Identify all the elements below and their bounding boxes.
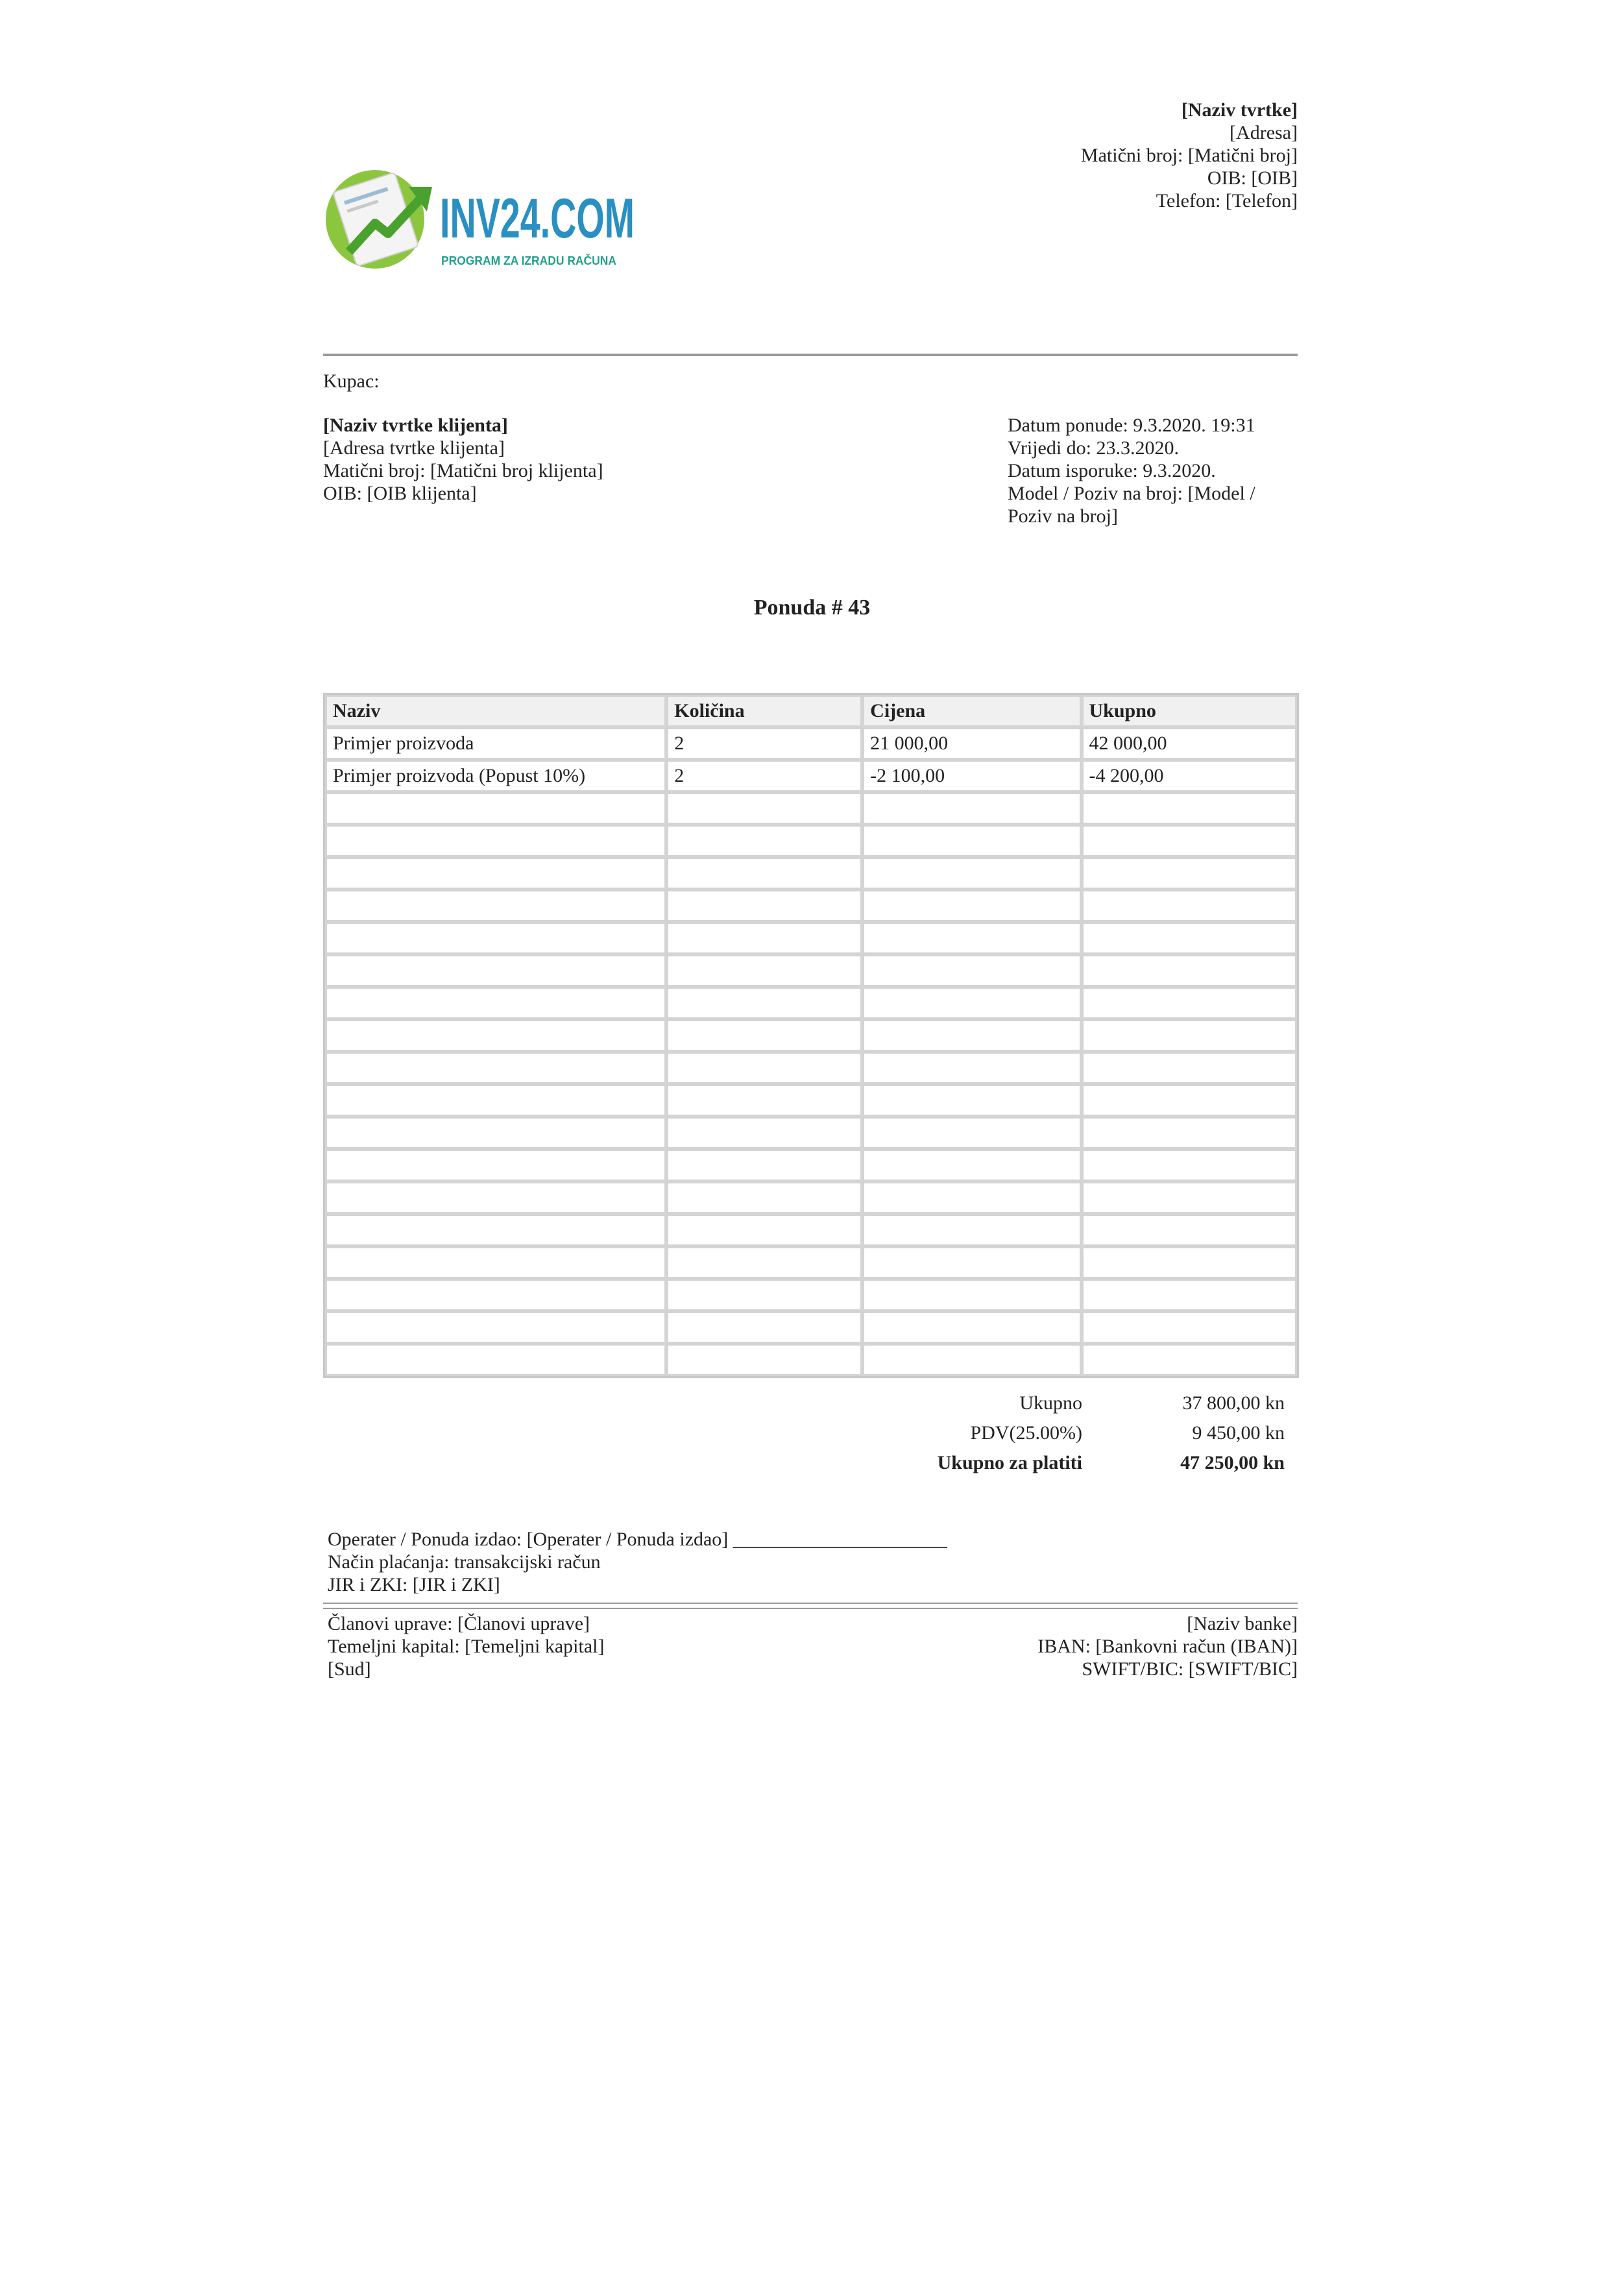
total-value: 47 250,00 kn	[1180, 1452, 1285, 1473]
table-cell-empty	[666, 954, 862, 987]
table-row-empty	[325, 1084, 1297, 1117]
table-cell-empty	[666, 1246, 862, 1279]
table-row-empty	[325, 954, 1297, 987]
table-row-empty	[325, 1019, 1297, 1052]
table-cell-empty	[1082, 922, 1297, 954]
table-cell-empty	[666, 1019, 862, 1052]
table-cell-empty	[325, 1311, 666, 1344]
vat-row	[843, 1418, 1285, 1448]
offer-valid-until: Vrijedi do: 23.3.2020.	[1008, 437, 1180, 459]
bank-swift: SWIFT/BIC: [SWIFT/BIC]	[1082, 1658, 1298, 1680]
table-cell-empty	[325, 1052, 666, 1084]
jir-zki: JIR i ZKI: [JIR i ZKI]	[328, 1574, 500, 1595]
table-cell-empty	[1082, 1019, 1297, 1052]
total-row	[843, 1448, 1285, 1478]
table-cell-empty	[1082, 1311, 1297, 1344]
table-cell-empty	[325, 1246, 666, 1279]
table-row-empty	[325, 987, 1297, 1019]
table-header-row	[325, 695, 1297, 727]
vat-label: PDV(25.00%)	[970, 1422, 1082, 1444]
table-cell-empty	[666, 1214, 862, 1246]
table-cell-empty	[1082, 954, 1297, 987]
share-capital: Temeljni kapital: [Temeljni kapital]	[328, 1636, 605, 1657]
table-cell-empty	[325, 1181, 666, 1214]
bank-name: [Naziv banke]	[1187, 1613, 1298, 1634]
subtotal-row	[843, 1388, 1285, 1418]
company-phone: Telefon: [Telefon]	[1156, 190, 1298, 212]
document-title: Ponuda # 43	[753, 596, 871, 620]
table-cell-empty	[666, 825, 862, 857]
header-cijena: Cijena	[862, 695, 1081, 727]
table-row-empty	[325, 792, 1297, 825]
table-cell-empty	[1082, 1246, 1297, 1279]
cell-quantity: 2	[666, 727, 862, 760]
table-row-empty	[325, 1246, 1297, 1279]
table-cell-empty	[1082, 825, 1297, 857]
table-cell-empty	[325, 1149, 666, 1181]
header-ukupno: Ukupno	[1082, 695, 1297, 727]
table-row-empty	[325, 1052, 1297, 1084]
table-cell-empty	[325, 1279, 666, 1311]
company-info	[843, 99, 1298, 212]
table-row-empty	[325, 922, 1297, 954]
cell-price: -2 100,00	[862, 760, 1081, 792]
table-cell-empty	[325, 825, 666, 857]
table-row-empty	[325, 825, 1297, 857]
table-cell-empty	[862, 987, 1081, 1019]
table-cell-empty	[862, 1311, 1081, 1344]
court: [Sud]	[328, 1658, 371, 1680]
company-name: [Naziv tvrtke]	[1181, 99, 1298, 121]
table-cell-empty	[1082, 1214, 1297, 1246]
table-row-empty	[325, 890, 1297, 922]
logo	[323, 161, 648, 278]
table-cell-empty	[1082, 1344, 1297, 1376]
client-oib: OIB: [OIB klijenta]	[323, 483, 477, 504]
totals	[843, 1388, 1285, 1478]
table-cell-empty	[862, 857, 1081, 890]
subtotal-value: 37 800,00 kn	[1182, 1392, 1285, 1414]
cell-quantity: 2	[666, 760, 862, 792]
table-row-empty	[325, 1117, 1297, 1149]
cell-price: 21 000,00	[862, 727, 1081, 760]
offer-delivery-date: Datum isporuke: 9.3.2020.	[1008, 460, 1216, 481]
bank-info	[973, 1612, 1298, 1680]
table-row-empty	[325, 1181, 1297, 1214]
table-cell-empty	[325, 1344, 666, 1376]
table-cell-empty	[666, 1181, 862, 1214]
logo-mark-icon	[323, 161, 648, 278]
table-cell-empty	[1082, 1084, 1297, 1117]
table-cell-empty	[325, 1117, 666, 1149]
table-cell-empty	[862, 1117, 1081, 1149]
table-row-empty	[325, 1279, 1297, 1311]
logo-tagline: PROGRAM ZA IZRADU RAČUNA	[441, 254, 622, 267]
table-cell-empty	[862, 1214, 1081, 1246]
table-cell-empty	[666, 792, 862, 825]
table-cell-empty	[666, 922, 862, 954]
table-cell-empty	[862, 954, 1081, 987]
table-cell-empty	[862, 1019, 1081, 1052]
cell-total: -4 200,00	[1082, 760, 1297, 792]
client-registration: Matični broj: [Matični broj klijenta]	[323, 460, 603, 481]
table-cell-empty	[325, 792, 666, 825]
table-cell-empty	[1082, 987, 1297, 1019]
total-label: Ukupno za platiti	[937, 1452, 1082, 1473]
table-cell-empty	[325, 954, 666, 987]
table-cell-empty	[666, 890, 862, 922]
table-cell-empty	[325, 1214, 666, 1246]
table-cell-empty	[862, 825, 1081, 857]
table-cell-empty	[862, 890, 1081, 922]
table-body	[325, 727, 1297, 1376]
table-cell-empty	[1082, 1117, 1297, 1149]
table-cell-empty	[666, 857, 862, 890]
table-cell-empty	[666, 987, 862, 1019]
bank-iban: IBAN: [Bankovni račun (IBAN)]	[1037, 1636, 1298, 1657]
table-row	[325, 760, 1297, 792]
table-cell-empty	[666, 1117, 862, 1149]
table-cell-empty	[862, 1344, 1081, 1376]
board-members: Članovi uprave: [Članovi uprave]	[328, 1613, 590, 1634]
company-address: [Adresa]	[1230, 122, 1298, 143]
table-row-empty	[325, 1344, 1297, 1376]
table-cell-empty	[1082, 1181, 1297, 1214]
table-cell-empty	[862, 1052, 1081, 1084]
offer-meta	[1008, 414, 1300, 527]
legal-info	[328, 1612, 605, 1680]
footer-info	[328, 1528, 947, 1596]
cell-name: Primjer proizvoda	[325, 727, 666, 760]
items-table	[323, 693, 1299, 1378]
table-cell-empty	[862, 792, 1081, 825]
table-cell-empty	[862, 1279, 1081, 1311]
table-cell-empty	[325, 857, 666, 890]
header-divider	[323, 354, 1298, 356]
table-cell-empty	[862, 1246, 1081, 1279]
cell-total: 42 000,00	[1082, 727, 1297, 760]
cell-name: Primjer proizvoda (Popust 10%)	[325, 760, 666, 792]
vat-value: 9 450,00 kn	[1192, 1422, 1285, 1444]
table-cell-empty	[1082, 1279, 1297, 1311]
offer-model-reference: Model / Poziv na broj: [Model / Poziv na broj]	[1008, 483, 1255, 527]
table-cell-empty	[666, 1311, 862, 1344]
table-cell-empty	[666, 1052, 862, 1084]
client-info	[323, 414, 603, 505]
table-row-empty	[325, 1214, 1297, 1246]
client-name: [Naziv tvrtke klijenta]	[323, 415, 508, 436]
table-row	[325, 727, 1297, 760]
table-cell-empty	[1082, 1052, 1297, 1084]
table-cell-empty	[1082, 857, 1297, 890]
table-cell-empty	[1082, 792, 1297, 825]
header-kolicina: Količina	[666, 695, 862, 727]
table-cell-empty	[325, 1084, 666, 1117]
table-cell-empty	[325, 1019, 666, 1052]
table-cell-empty	[1082, 890, 1297, 922]
table-row-empty	[325, 857, 1297, 890]
client-address: [Adresa tvrtke klijenta]	[323, 437, 505, 459]
table-cell-empty	[666, 1084, 862, 1117]
payment-method: Način plaćanja: transakcijski račun	[328, 1551, 601, 1573]
table-cell-empty	[666, 1149, 862, 1181]
header-naziv: Naziv	[325, 695, 666, 727]
table-cell-empty	[666, 1344, 862, 1376]
table-cell-empty	[325, 922, 666, 954]
table-cell-empty	[862, 1149, 1081, 1181]
table-cell-empty	[666, 1279, 862, 1311]
table-cell-empty	[862, 922, 1081, 954]
table-row-empty	[325, 1311, 1297, 1344]
operator-line: Operater / Ponuda izdao: [Operater / Ponuda izdao] ______________________	[328, 1529, 947, 1550]
table-cell-empty	[862, 1181, 1081, 1214]
table-cell-empty	[325, 890, 666, 922]
offer-date: Datum ponude: 9.3.2020. 19:31	[1008, 415, 1255, 436]
table-cell-empty	[1082, 1149, 1297, 1181]
logo-text: INV24.COM	[440, 188, 635, 250]
table-cell-empty	[325, 987, 666, 1019]
subtotal-label: Ukupno	[1019, 1392, 1082, 1414]
company-oib: OIB: [OIB]	[1207, 167, 1298, 189]
table-cell-empty	[862, 1084, 1081, 1117]
table-row-empty	[325, 1149, 1297, 1181]
buyer-label: Kupac:	[323, 370, 380, 392]
company-registration: Matični broj: [Matični broj]	[1080, 145, 1298, 166]
footer-divider	[323, 1603, 1298, 1609]
